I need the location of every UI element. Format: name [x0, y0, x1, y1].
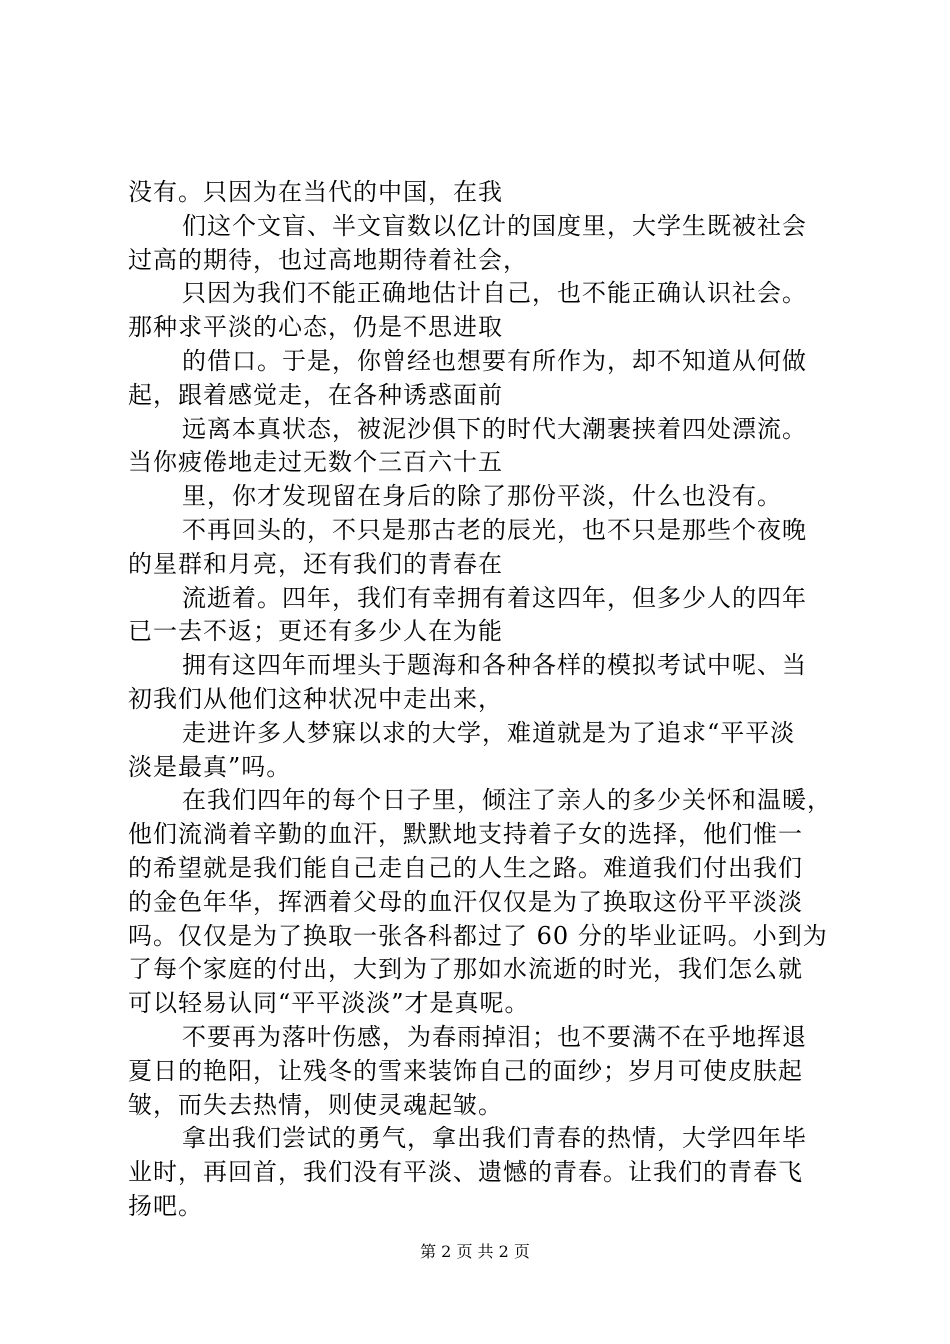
document-body: [128, 176, 832, 1224]
text-line: 只因为我们不能正确地估计自己，也不能正确认识社会。: [182, 279, 807, 308]
text-line: 的借口。于是，你曾经也想要有所作为，却不知道从何做: [182, 346, 807, 375]
text-line: 不再回头的，不只是那古老的辰光，也不只是那些个夜晚: [182, 515, 807, 544]
text-line: 过高的期待，也过高地期待着社会，: [128, 245, 528, 274]
text-line: 业时，再回首，我们没有平淡、遗憾的青春。让我们的青春飞: [128, 1158, 803, 1187]
text-line: 走进许多人梦寐以求的大学，难道就是为了追求“平平淡: [182, 718, 796, 747]
text-line: 们这个文盲、半文盲数以亿计的国度里，大学生既被社会: [182, 211, 807, 240]
text-line: 那种求平淡的心态，仍是不思进取: [128, 313, 503, 342]
text-line: 扬吧。: [128, 1191, 203, 1220]
text-line: 在我们四年的每个日子里，倾注了亲人的多少关怀和温暖，: [182, 786, 832, 815]
text-line: 的星群和月亮，还有我们的青春在: [128, 549, 503, 578]
text-line: 了每个家庭的付出，大到为了那如水流逝的时光，我们怎么就: [128, 955, 803, 984]
text-line: 拿出我们尝试的勇气，拿出我们青春的热情，大学四年毕: [182, 1124, 807, 1153]
text-line: 的希望就是我们能自己走自己的人生之路。难道我们付出我们: [128, 853, 803, 882]
text-line: 起，跟着感觉走，在各种诱惑面前: [128, 380, 503, 409]
text-line: 的金色年华，挥洒着父母的血汗仅仅是为了换取这份平平淡淡: [128, 887, 803, 916]
text-line: 夏日的艳阳，让残冬的雪来装饰自己的面纱；岁月可使皮肤起: [128, 1056, 803, 1085]
text-line: 淡是最真”吗。: [128, 752, 292, 781]
text-line: 吗。仅仅是为了换取一张各科都过了 60 分的毕业证吗。小到为: [128, 921, 828, 950]
text-line: 他们流淌着辛勤的血汗，默默地支持着子女的选择，他们惟一: [128, 820, 803, 849]
text-line: 可以轻易认同“平平淡淡”才是真呢。: [128, 989, 530, 1018]
text-line: 没有。只因为在当代的中国，在我: [128, 178, 503, 206]
text-line: 初我们从他们这种状况中走出来，: [128, 684, 503, 713]
text-line: 已一去不返；更还有多少人在为能: [128, 617, 503, 646]
text-line: 当你疲倦地走过无数个三百六十五: [128, 448, 503, 477]
text-line: 拥有这四年而埋头于题海和各种各样的模拟考试中呢、当: [182, 651, 807, 680]
text-line: 不要再为落叶伤感，为春雨掉泪；也不要满不在乎地挥退: [182, 1022, 807, 1051]
text-line: 远离本真状态，被泥沙俱下的时代大潮裹挟着四处漂流。: [182, 414, 807, 443]
page-footer: 第 2 页 共 2 页: [420, 1242, 530, 1261]
text-line: 流逝着。四年，我们有幸拥有着这四年，但多少人的四年: [182, 583, 807, 612]
text-line: 里，你才发现留在身后的除了那份平淡，什么也没有。: [182, 482, 782, 511]
text-line: 皱，而失去热情，则使灵魂起皱。: [128, 1090, 503, 1119]
